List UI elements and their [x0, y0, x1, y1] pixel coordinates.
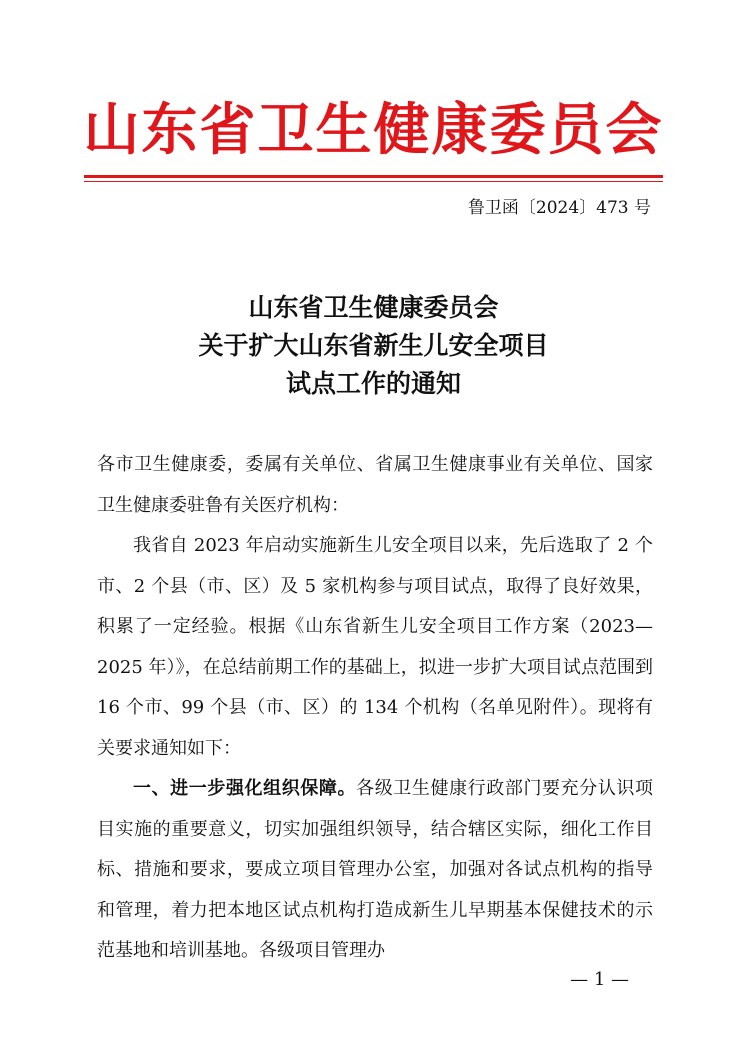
document-title — [0, 289, 747, 403]
document-body — [97, 445, 653, 972]
masthead-org-name: 山东省卫生健康委员会 — [83, 97, 664, 163]
section-1-text: 各级卫生健康行政部门要充分认识项目实施的重要意义，切实加强组织领导，结合辖区实际，细化工作目标、措施和要求，要成立项目管理办公室，加强对各试点机构的指导和管理，着力把本地区试点机构打造成新生儿早期基本保健技术的示范基地和培训基地。各级项目管理办 — [97, 778, 654, 961]
paragraph-section-1 — [97, 769, 653, 972]
page-number: — 1 — — [570, 969, 629, 990]
masthead-rule-thick — [84, 175, 663, 178]
title-line-1: 山东省卫生健康委员会 — [248, 293, 499, 322]
title-line-2: 关于扩大山东省新生儿安全项目 — [198, 331, 549, 360]
salutation: 各市卫生健康委，委属有关单位、省属卫生健康事业有关单位、国家卫生健康委驻鲁有关医疗机构： — [97, 454, 653, 516]
masthead-rule-thin — [84, 181, 663, 182]
paragraph-intro: 我省自 2023 年启动实施新生儿安全项目以来，先后选取了 2 个市、2 个县（市、区）及 5 家机构参与项目试点，取得了良好效果，积累了一定经验。根据《山东省新生儿安全项目工作方案（2023—2025 年）》，在总结前期工作的基础上，拟进一步扩大项目试点范围到 16 个市、99 个县（市、区）的 134 个机构（名单见附件）。现将有关要求通知如下： — [97, 535, 653, 759]
document-number: 鲁卫函〔2024〕473 号 — [467, 198, 651, 218]
section-1-heading: 一、进一步强化组织保障。 — [133, 778, 357, 799]
title-line-3: 试点工作的通知 — [285, 369, 461, 398]
